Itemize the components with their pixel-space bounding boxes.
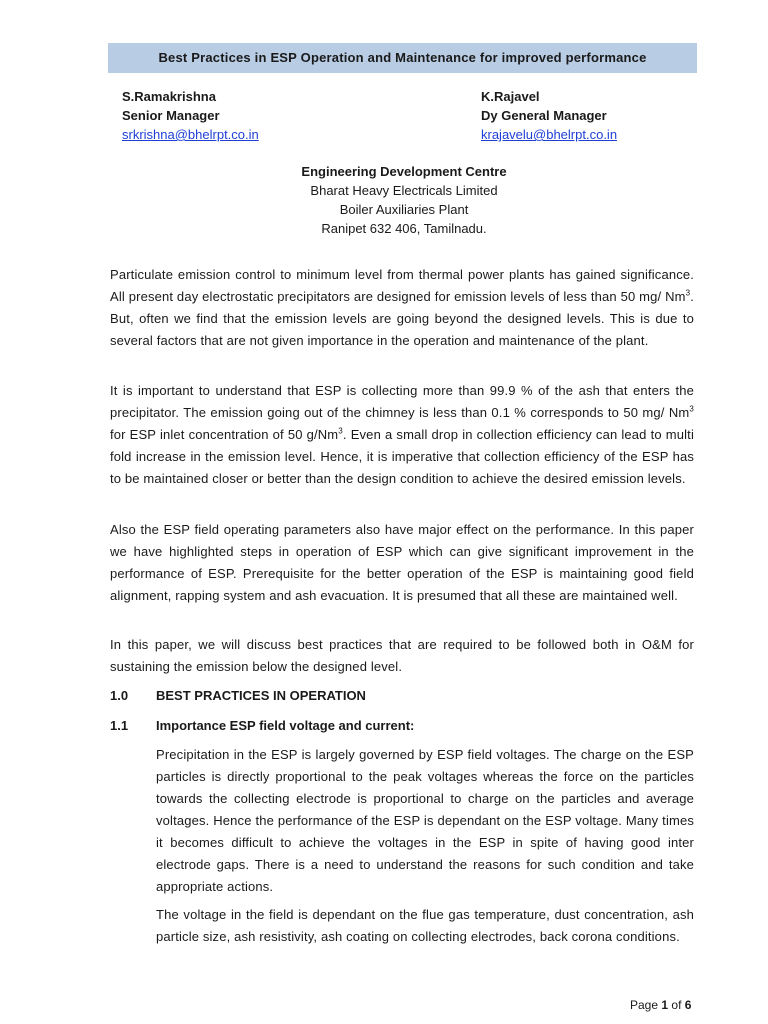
text-run: It is important to understand that ESP is collecting more than 99.9 % of the ash that enters the precipitator. The emission going out of the chimney is less than 0.1 % corresponds to 50 mg/ Nm bbox=[110, 383, 694, 420]
superscript: 3 bbox=[338, 426, 343, 436]
affiliation-org: Engineering Development Centre bbox=[301, 164, 507, 179]
subsection-heading bbox=[110, 718, 414, 733]
author-email-link[interactable]: srkrishna@bhelrpt.co.in bbox=[122, 127, 259, 142]
text-run: . Even a small drop in collection efficiency can lead to multi fold increase in the emission level. Hence, it is imperative that collection efficiency of the ESP has to be maintained closer or better than the design condition to achieve the desired emission levels. bbox=[110, 427, 694, 486]
page-label: Page bbox=[630, 998, 659, 1012]
section-number: 1.1 bbox=[110, 718, 129, 733]
page-footer bbox=[630, 998, 691, 1012]
paragraph-voltage: Precipitation in the ESP is largely governed by ESP field voltages. The charge on the ESP particles is directly proportional to the peak voltages whereas the force on the particles towards the collecting electrode is proportional to charge on the particles and average voltages. Hence the performance of the ESP is dependant on the ESP voltage. Many times it becomes difficult to achieve the voltages in the ESP in spite of having good inter electrode gaps. There is a need to understand the reasons for such condition and take appropriate actions. bbox=[156, 747, 694, 894]
paper-title: Best Practices in ESP Operation and Maintenance for improved performance bbox=[108, 43, 697, 73]
affiliation-block bbox=[0, 162, 768, 238]
text-run: for ESP inlet concentration of 50 g/Nm bbox=[110, 427, 339, 442]
section-title: BEST PRACTICES IN OPERATION bbox=[156, 688, 366, 703]
section-number: 1.0 bbox=[110, 688, 129, 703]
paragraph-efficiency bbox=[110, 380, 694, 490]
author-name: K.Rajavel bbox=[481, 89, 540, 104]
section-heading bbox=[110, 688, 366, 703]
page-number: 1 bbox=[661, 998, 669, 1012]
author-1 bbox=[122, 87, 259, 144]
paragraph-parameters: Also the ESP field operating parameters also have major effect on the performance. In this paper we have highlighted steps in operation of ESP which can give significant improvement in the performance of ESP. Prerequisite for the better operation of the ESP is maintaining good field alignment, rapping system and ash evacuation. It is presumed that all these are maintained well. bbox=[110, 522, 694, 603]
author-role: Dy General Manager bbox=[481, 108, 607, 123]
section-title: Importance ESP field voltage and current: bbox=[156, 718, 415, 733]
page-total: 6 bbox=[684, 998, 692, 1012]
of-label: of bbox=[671, 998, 682, 1012]
text-run: . But, often we find that the emission levels are going beyond the designed levels. This is due to several factors that are not given importance in the operation and maintenance of the plant. bbox=[110, 289, 694, 348]
paragraph-scope: In this paper, we will discuss best practices that are required to be followed both in O&M for sustaining the emission below the designed level. bbox=[110, 637, 694, 674]
paragraph-voltage-factors: The voltage in the field is dependant on the flue gas temperature, dust concentration, ash particle size, ash resistivity, ash coating on collecting electrodes, back corona conditions. bbox=[156, 907, 694, 944]
author-role: Senior Manager bbox=[122, 108, 220, 123]
text-run: Particulate emission control to minimum level from thermal power plants has gained significance. All present day electrostatic precipitators are designed for emission levels of less than 50 mg/ Nm bbox=[110, 267, 694, 304]
superscript: 3 bbox=[689, 404, 694, 414]
author-email-link[interactable]: krajavelu@bhelrpt.co.in bbox=[481, 127, 618, 142]
author-name: S.Ramakrishna bbox=[122, 89, 216, 104]
affiliation-address: Ranipet 632 406, Tamilnadu. bbox=[321, 221, 487, 236]
superscript: 3 bbox=[685, 288, 691, 298]
paragraph-intro bbox=[110, 264, 694, 352]
affiliation-plant: Boiler Auxiliaries Plant bbox=[339, 202, 469, 217]
affiliation-company: Bharat Heavy Electricals Limited bbox=[310, 183, 498, 198]
author-2 bbox=[481, 87, 617, 144]
